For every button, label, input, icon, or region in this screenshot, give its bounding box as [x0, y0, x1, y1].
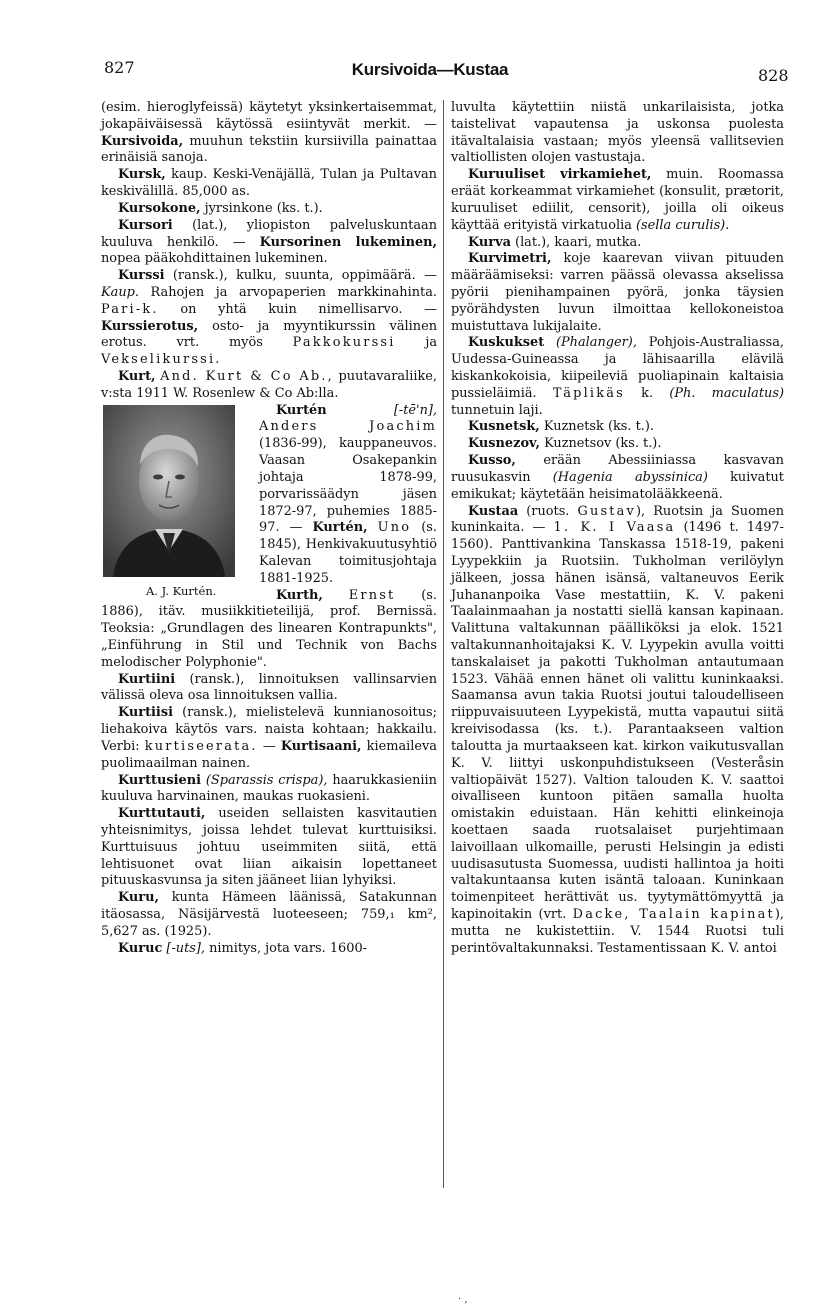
entry-text: k.: [624, 385, 670, 401]
dictionary-entry: [451, 453, 784, 503]
dictionary-entry: [451, 436, 784, 453]
entry-headword: Kurvimetri,: [468, 251, 552, 267]
entry-text: [368, 520, 378, 535]
entry-headword: Kusnetsk,: [468, 419, 540, 435]
entry-headword: Kustaa: [468, 503, 519, 519]
entry-text: [-tē'n],: [393, 402, 437, 418]
entry-text: Kuznetsov (ks. t.).: [539, 436, 662, 452]
entry-headword: Kuruuliset virkamiehet,: [468, 167, 652, 183]
entry-text: muuhun tekstiin kursiivilla painattaa erinäisiä sanoja.: [101, 133, 437, 166]
entry-text: (lat.), yliopiston palveluskuntaan kuuluva henkilö. —: [101, 217, 437, 250]
entry-text: Anders Joachim: [259, 419, 437, 435]
entry-text: osto- ja myyntikurssin välinen erotus. vrt. myös: [101, 318, 437, 351]
entry-text: (1836-99), kauppaneuvos. Vaasan Osakepankin johtaja 1878-99, porvarissäädyn jäsen 1872-97, puhemies 1885-97. —: [259, 436, 437, 536]
entry-headword: Kuskukset: [468, 335, 545, 351]
entry-text: 1. K. I Vaasa: [553, 520, 676, 536]
entry-headword: Kurttusieni: [118, 772, 201, 788]
entry-text: Pari-k.: [101, 301, 159, 317]
entry-text: kunta Hämeen läänissä, Satakunnan itäosassa, Näsijärvestä luoteeseen; 759,₁ km², 5,627 as. (1925).: [101, 890, 437, 939]
entry-text: useiden sellaisten kasvitautien yhteisnimitys, joissa lehdet tulevat kurttuisiksi. Kurttuisuus johtuu useimmiten siitä, että lehtisuonet ovat liian aikaisin lopettaneet pituuskasvunsa ja siten jääneet liian lyhyiksi.: [101, 806, 437, 889]
entry-text: Ernst: [348, 587, 396, 603]
entry-text: ), mutta ne kukistettiin. V. 1544 Ruotsi tuli perintövaltakunnaksi. Testamentissaan K. V. antoi: [451, 907, 784, 956]
page-number-left: 827: [104, 58, 135, 77]
entry-text: (ransk.), kulku, suunta, oppimäärä. —: [164, 268, 437, 284]
entry-headword: Kurtiini: [118, 671, 176, 687]
entry-headword: Kurtiisi: [118, 705, 173, 721]
entry-text: —: [257, 738, 281, 754]
running-head: Kursivoida—Kustaa: [351, 60, 509, 79]
entry-headword: Kurtisaani,: [280, 738, 362, 754]
dictionary-entry: [101, 806, 437, 890]
entry-text: Dacke, Taalain kapinat: [572, 907, 775, 922]
dictionary-entry: [101, 773, 437, 807]
entry-text: (Sparassis crispa),: [205, 772, 328, 788]
entry-text: And. Kurt & Co Ab.,: [160, 369, 334, 384]
right-column: [451, 100, 784, 957]
entry-headword: Kuruc: [118, 940, 163, 956]
entry-text: tunnetuin laji.: [451, 402, 543, 418]
entry-text: kaup. Keski-Venäjällä, Tulan ja Pultavan keskivälillä. 85,000 as.: [101, 167, 437, 200]
entry-text: Vekselikurssi.: [101, 352, 222, 368]
entry-text: Uno: [377, 520, 412, 536]
print-smudge: · ‚: [458, 1294, 468, 1305]
entry-headword: Kursivoida,: [101, 133, 184, 149]
entry-text: (ransk.), mielistelevä kunnianosoitus; liehakoiva käytös vars. naista kohtaan; hakkailu. Verbi:: [101, 705, 437, 754]
entry-headword: Kurssierotus,: [101, 318, 199, 334]
portrait-photo: [103, 405, 235, 577]
entry-headword: Kurth,: [276, 587, 323, 603]
entry-headword: Kusso,: [468, 453, 516, 469]
entry-headword: Kurt,: [118, 369, 156, 384]
dictionary-entry: [451, 504, 784, 958]
dictionary-entry: [451, 167, 784, 234]
entry-text: Täplikäs: [552, 385, 625, 401]
entry-text: (s. 1886), itäv. musiikkitieteilijä, prof. Bernissä. Teoksia: „Grundlagen des linearen Kontrapunkts", „Einführung in Stil und Technik von Bachs melodischer Polyphonie".: [101, 587, 437, 670]
entry-headword: Kurva: [468, 234, 511, 250]
dictionary-entry: [451, 419, 784, 436]
portrait-figure: [101, 405, 251, 600]
dictionary-entry: [101, 672, 437, 706]
entry-text: (Hagenia abyssinica): [552, 469, 708, 485]
dictionary-entry: [101, 167, 437, 201]
entry-text: (Ph. maculatus): [669, 385, 784, 401]
entry-text: (1496 t. 1497-1560). Panttivankina Tanskassa 1518-19, pakeni Lyypekkiin ja Ruotsiin. Tukholman verilöylyn jälkeen, jossa hänen isänsä, valtaneuvos Eerik Juhananpoika Vase mestattiin, K. V. pakeni Taalainmaahan ja nostatti siellä kansan kapinaan. Valittuna valtakunnan päälliköksi ja elok. 1521 valtakunnanhoitajaksi K. V. Lyypekin avulla voitti tanskalaiset ja pakotti Tukholman antautumaan 1523. Vähää ennen hänet oli valittu kuninkaaksi. Saamansa avun takia Ruotsi joutui taloudelliseen riippuvaisuuteen Lyypekistä, mutta vapautui siitä kreivisodassa (ks. t.). Parantaakseen valtion taloutta ja murtaakseen kat. kirkon vaikutusvallan K. V. liittyi uskonpuhdistukseen (Vesteråsin valtiopäivät 1527). Valtion talouden K. V. saattoi oivalliseen kuntoon pitäen samalla huolta omistakin eduistaan. Hän kehitti elinkeinoja koettaen saada ruotsalaiset purjehtimaan laivoillaan ulkomaille, perusti Helsingin ja edisti uudisasutusta Suomessa, uudisti hallintoa ja hoiti valtakuntaansa kuten isäntä taloaan. Kuninkaan toimenpiteet herättivät us. tyytymättömyyttä ja kapinoitakin (vrt.: [451, 520, 784, 922]
entry-text: Kuznetsk (ks. t.).: [539, 419, 654, 435]
dictionary-entry: [101, 100, 437, 167]
column-divider: [443, 100, 444, 1188]
entry-text: koje kaarevan viivan pituuden määräämiseksi: varren päässä olevassa akselissa pyörii pienihampainen pyörä, jonka täysien pyörähdysten luvun ilmoittaa kellokoneistoa muistuttava lukijalaite.: [451, 251, 784, 334]
entry-text: nopea pääkohdittainen lukeminen.: [101, 251, 328, 267]
entry-headword: Kursorinen lukeminen,: [259, 234, 437, 250]
entry-text: Pohjois-Australiassa, Uudessa-Guineassa ja lähisaarilla elävilä kiskankokoisia, kiipeileviä puoliapinain kaltaisia pussieläimiä.: [451, 335, 784, 401]
entry-headword: Kuru,: [118, 890, 159, 906]
dictionary-entry: [101, 705, 437, 772]
entry-text: Gustav: [577, 503, 637, 519]
entry-text: erään Abessiiniassa kasvavan ruusukasvin: [451, 453, 784, 485]
entry-text: (ransk.), linnoituksen vallinsarvien välissä oleva osa linnoituksen vallia.: [101, 671, 437, 704]
entry-text: (s. 1845), Henkivakuutusyhtiö Kalevan toimitusjohtaja 1881-1925.: [259, 520, 437, 586]
entry-headword: Kusnezov,: [468, 436, 540, 452]
entry-text: [327, 403, 394, 418]
entry-headword: Kurttutauti,: [118, 806, 206, 822]
dictionary-entry: [451, 235, 784, 252]
dictionary-entry: [451, 335, 784, 419]
entry-text: (lat.), kaari, mutka.: [510, 234, 642, 250]
dictionary-entry: [451, 100, 784, 167]
entry-text: muin. Roomassa eräät korkeammat virkamiehet (konsulit, prætorit, kuruuliset ediilit, censorit), joilla oli oikeus käyttää erityistä virkatuolia: [451, 167, 784, 233]
entry-text: (Phalanger),: [555, 335, 637, 351]
dictionary-entry: [101, 941, 437, 958]
entry-text: ), Ruotsin ja Suomen kuninkaita. —: [451, 503, 785, 536]
entry-text: Kaup.: [101, 284, 139, 300]
entry-text: [544, 335, 556, 350]
entry-headword: Kursk,: [118, 167, 166, 183]
entry-headword: Kurtén: [276, 402, 327, 418]
entry-text: luvulta käytettiin niistä unkarilaisista, jotka taistelivat vapautensa ja uskonsa puolesta itävaltalaisia vastaan; myös yleensä vallitsevien valtiollisten olojen vastustaja.: [451, 100, 784, 166]
entry-text: Rahojen ja arvopaperien markkinahinta.: [138, 284, 437, 300]
dictionary-entry: [101, 218, 437, 268]
entry-text: haarukkasieniin kuuluva harvinainen, maukas ruokasieni.: [101, 772, 437, 805]
entry-text: jyrsinkone (ks. t.).: [200, 200, 323, 216]
entry-text: nimitys, jota vars. 1600-: [205, 940, 367, 956]
entry-text: ja: [395, 335, 437, 351]
entry-text: kurtiseerata.: [144, 738, 258, 754]
dictionary-entry: [101, 588, 437, 672]
entry-text: [323, 588, 349, 603]
left-column: [101, 100, 437, 957]
entry-text: on yhtä kuin nimellisarvo. —: [158, 301, 437, 317]
entry-text: Pakkokurssi: [292, 335, 396, 351]
entry-text: kiemaileva puolimaailman nainen.: [101, 738, 437, 771]
entry-text: [-uts],: [166, 940, 206, 956]
entry-text: (esim. hieroglyfeissä) käytetyt yksinkertaisemmat, jokapäiväisessä käytössä esiintyvät merkit. —: [101, 100, 437, 132]
entry-headword: Kursokone,: [118, 200, 201, 216]
entry-text: (sella curulis).: [636, 217, 730, 233]
dictionary-entry: [101, 890, 437, 940]
entry-headword: Kurssi: [118, 268, 165, 284]
dictionary-entry: [101, 201, 437, 218]
dictionary-entry: [101, 369, 437, 403]
entry-text: (ruots.: [518, 503, 578, 519]
entry-text: puutavaraliike, v:sta 1911 W. Rosenlew & Co Ab:lla.: [101, 369, 437, 401]
entry-headword: Kursori: [118, 217, 173, 233]
dictionary-entry: [101, 268, 437, 369]
entry-headword: Kurtén,: [312, 520, 368, 536]
page-number-right: 828: [758, 66, 789, 85]
entry-text: kuivatut emikukat; käytetään heisimatolääkkeenä.: [451, 469, 784, 502]
page-header: [0, 58, 832, 88]
dictionary-entry: [451, 251, 784, 335]
portrait-caption: A. J. Kurtén.: [146, 583, 217, 598]
